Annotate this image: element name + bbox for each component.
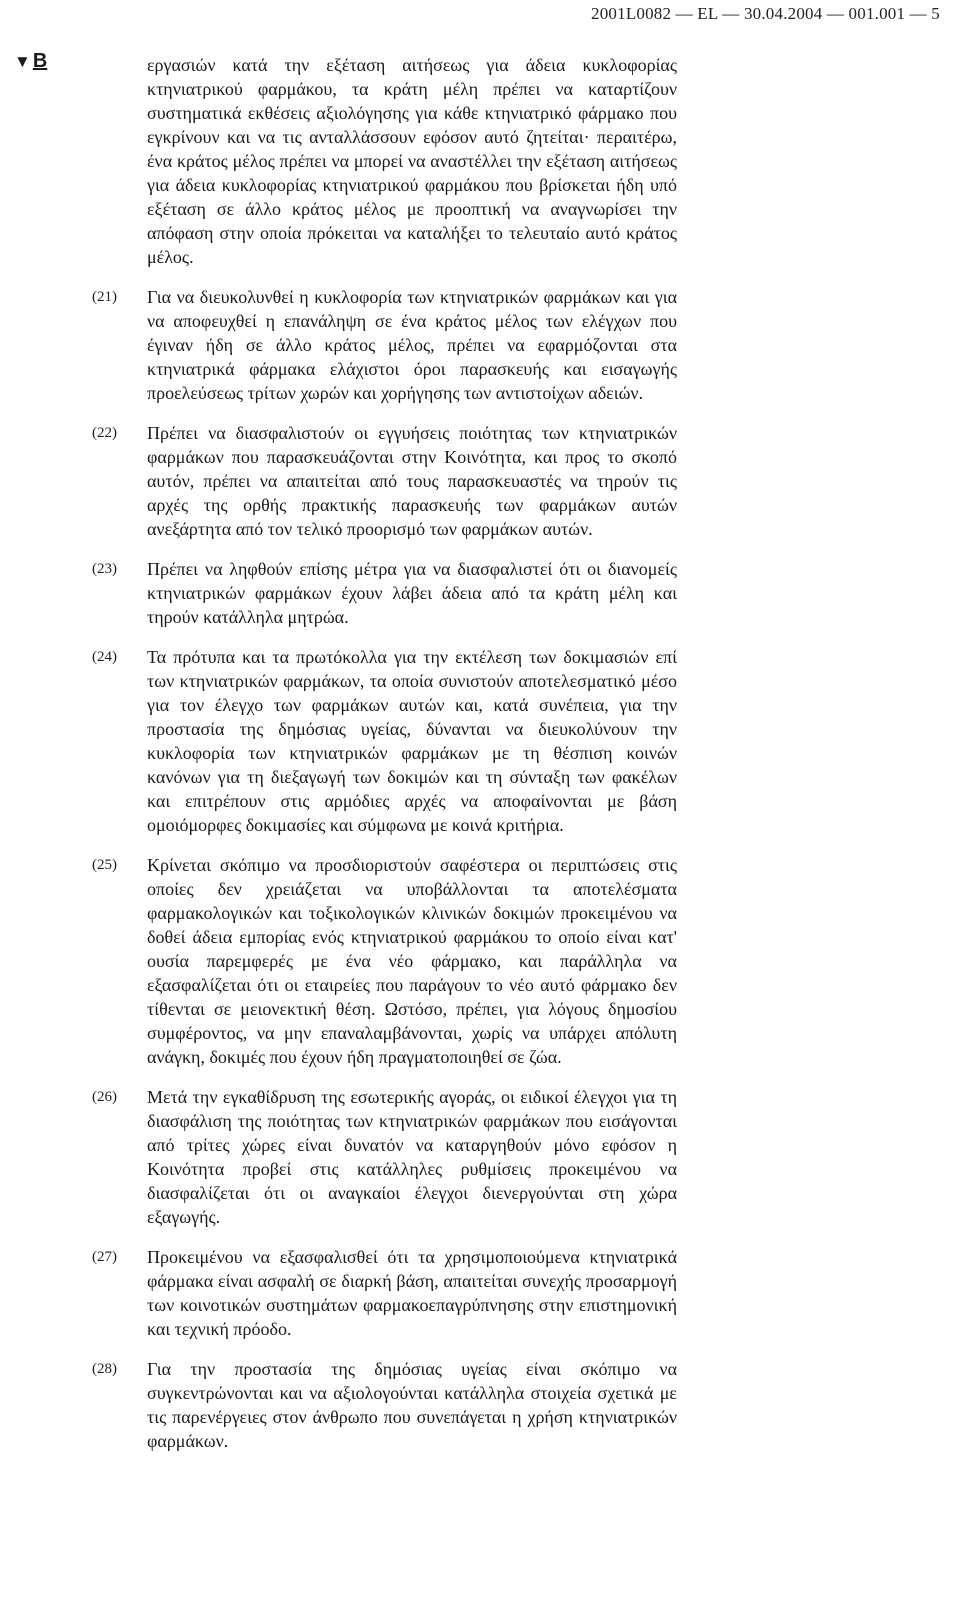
recital-24	[92, 645, 677, 837]
recital-continuation	[92, 53, 677, 269]
recital-number: (28)	[92, 1361, 117, 1377]
recital-text: εργασιών κατά την εξέταση αιτήσεως για άδεια κυκλοφορίας κτηνιατρικού φαρμάκου, τα κράτη μέλη πρέπει να καταρτίζουν συστηματικά εκθέσεις αξιολόγησης για κάθε κτηνιατρικό φάρμακο που εγκρίνουν και να τις ανταλλάσσουν εφόσον αυτό ζητείται· περαιτέρω, ένα κράτος μέλος πρέπει να μπορεί να αναστέλλει την εξέταση αιτήσεως για άδεια κυκλοφορίας κτηνιατρικού φαρμάκου που βρίσκεται ήδη υπό εξέταση σε άλλο κράτος μέλος με προοπτική να αναγνωρίσει την απόφαση στην οποία πρόκειται να καταλήξει το τελευταίο αυτό κράτος μέλος.	[147, 55, 677, 267]
recital-21	[92, 285, 677, 405]
recital-27	[92, 1245, 677, 1341]
recital-text: Πρέπει να ληφθούν επίσης μέτρα για να διασφαλιστεί ότι οι διανομείς κτηνιατρικών φαρμάκων έχουν λάβει άδεια από τα κράτη μέλη και τηρούν κατάλληλα μητρώα.	[147, 559, 677, 627]
recital-text: Κρίνεται σκόπιμο να προσδιοριστούν σαφέστερα οι περιπτώσεις στις οποίες δεν χρειάζεται να υποβάλλονται τα αποτελέσματα φαρμακολογικών και τοξικολογικών κλινικών δοκιμών προκειμένου να δοθεί άδεια εμπορίας ενός κτηνιατρικού φαρμάκου το οποίο είναι κατ' ουσία παρεμφερές με ένα νέο φάρμακο, και παράλληλα να εξασφαλίζεται ότι οι εταιρείες που παράγουν το νέο αυτό φάρμακο δεν τίθενται σε μειονεκτική θέση. Ωστόσο, πρέπει, για λόγους δημοσίου συμφέροντος, να μην επαναλαμβάνονται, χωρίς να υπάρχει απόλυτη ανάγκη, δοκιμές που έχουν ήδη πραγματοποιηθεί σε ζώα.	[147, 855, 677, 1067]
recital-number: (26)	[92, 1089, 117, 1105]
recital-number: (25)	[92, 857, 117, 873]
recital-text: Τα πρότυπα και τα πρωτόκολλα για την εκτέλεση των δοκιμασιών επί των κτηνιατρικών φαρμάκων, τα οποία συνιστούν αποτελεσματικό μέσο για τον έλεγχο των φαρμάκων αυτών και, κατά συνέπεια, για την προστασία της δημόσιας υγείας, δύνανται να διευκολύνουν την κυκλοφορία των κτηνιατρικών φαρμάκων με τη θέσπιση κοινών κανόνων για τη διεξαγωγή των δοκιμών και τη σύνταξη των φακέλων και επιτρέπουν στις αρμόδιες αρχές να αποφαίνονται με βάση ομοιόμορφες δοκιμασίες και σύμφωνα με κοινά κριτήρια.	[147, 647, 677, 835]
recital-number: (23)	[92, 561, 117, 577]
recital-28	[92, 1357, 677, 1453]
recital-23	[92, 557, 677, 629]
recitals-body	[92, 53, 677, 1469]
recital-number: (27)	[92, 1249, 117, 1265]
recital-text: Πρέπει να διασφαλιστούν οι εγγυήσεις ποιότητας των κτηνιατρικών φαρμάκων που παρασκευάζονται στην Κοινότητα, και προς το σκοπό αυτόν, πρέπει να απαιτείται από τους παρασκευαστές να τηρούν τις αρχές της ορθής πρακτικής παρασκευής των φαρμάκων αυτών ανεξάρτητα από τον τελικό προορισμό των φαρμάκων αυτών.	[147, 423, 677, 539]
recital-text: Για την προστασία της δημόσιας υγείας είναι σκόπιμο να συγκεντρώνονται και να αξιολογούνται κατάλληλα στοιχεία σχετικά με τις παρενέργειες στον άνθρωπο που συνεπάγεται η χρήση κτηνιατρικών φαρμάκων.	[147, 1359, 677, 1451]
recital-number: (21)	[92, 289, 117, 305]
recital-25	[92, 853, 677, 1069]
recital-text: Για να διευκολυνθεί η κυκλοφορία των κτηνιατρικών φαρμάκων και για να αποφευχθεί η επανάληψη σε ένα κράτος μέλος των ελέγχων που έγιναν ήδη σε άλλο κράτος μέλος, πρέπει να εφαρμόζονται στα κτηνιατρικά φάρμακα ελάχιστοι όροι παρασκευής και εισαγωγής προελεύσεως τρίτων χωρών και χορήγησης των αντιστοίχων αδειών.	[147, 287, 677, 403]
recital-26	[92, 1085, 677, 1229]
recital-text: Προκειμένου να εξασφαλισθεί ότι τα χρησιμοποιούμενα κτηνιατρικά φάρμακα είναι ασφαλή σε διαρκή βάση, απαιτείται συνεχής προσαρμογή των κοινοτικών συστημάτων φαρμακοεπαγρύπνησης στην επιστημονική και τεχνική πρόοδο.	[147, 1247, 677, 1339]
document-reference-header: 2001L0082 — EL — 30.04.2004 — 001.001 — 5	[591, 4, 940, 23]
amendment-marker-letter: B	[32, 50, 48, 72]
triangle-down-icon: ▼	[14, 52, 31, 71]
recital-text: Μετά την εγκαθίδρυση της εσωτερικής αγοράς, οι ειδικοί έλεγχοι για τη διασφάλιση της ποιότητας των κτηνιατρικών φαρμάκων που εισάγονται από τρίτες χώρες είναι δυνατόν να καταργηθούν μόνο εφόσον η Κοινότητα προβεί στις κατάλληλες ρυθμίσεις προκειμένου να διασφαλίζεται ότι οι αναγκαίοι έλεγχοι διενεργούνται στη χώρα εξαγωγής.	[147, 1087, 677, 1227]
recital-number: (22)	[92, 425, 117, 441]
recital-number: (24)	[92, 649, 117, 665]
amendment-marker-b	[14, 50, 47, 73]
recital-22	[92, 421, 677, 541]
